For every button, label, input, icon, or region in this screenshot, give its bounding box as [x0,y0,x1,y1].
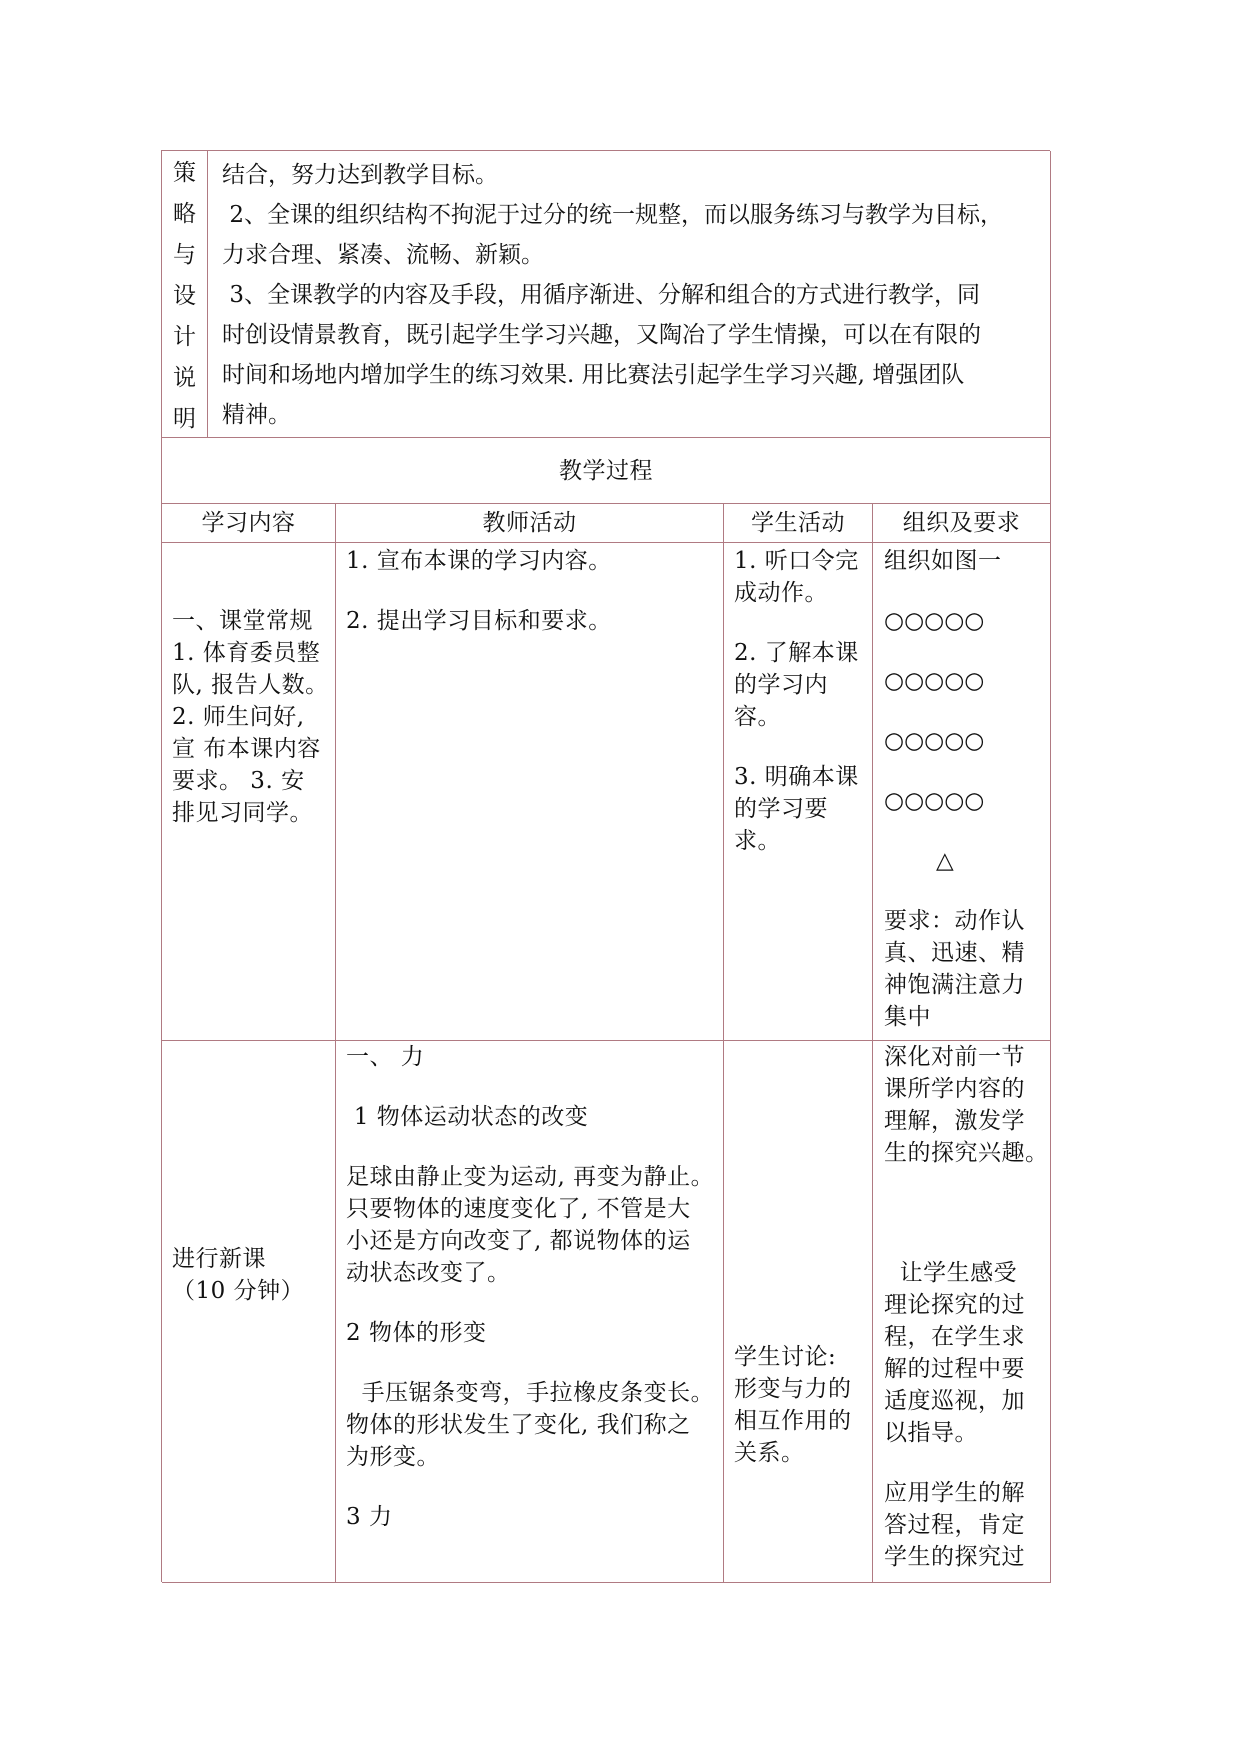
row2-student-cell [724,1041,873,1583]
formation-intro: 组织如图一 [884,548,1002,574]
strategy-line: 2、全课的组织结构不拘泥于过分的统一规整，而以服务练习与教学为目标， [222,202,1003,228]
header-content [162,504,336,543]
strategy-line: 精神。 [222,402,291,428]
requirement-line: 集中 [884,1004,931,1030]
row2-content-line: 进行新课 [172,1246,266,1272]
header-teacher-label: 教师活动 [482,510,577,536]
row2-org-line: 理论探究的过 [884,1292,1025,1318]
row1-student-line: 2. 了解本课 [734,640,859,666]
strategy-line: 时创设情景教育，既引起学生学习兴趣，又陶冶了学生情操，可以在有限的 [222,322,981,348]
row1-teacher-line: 2. 提出学习目标和要求。 [346,608,612,634]
row2-student-line: 相互作用的 [734,1408,852,1434]
teacher-para-line: 手压锯条变弯，手拉橡皮条变长。 [346,1380,715,1406]
subsection-heading: 2 物体的形变 [346,1320,487,1346]
row1-student-line: 成动作。 [734,580,828,606]
row2-org-line: 适度巡视，加 [884,1388,1025,1414]
row2-org-line: 深化对前一节 [884,1044,1025,1070]
row2-content-line: （10 分钟） [172,1278,305,1304]
header-organization [873,504,1051,543]
teacher-para-line: 动状态改变了。 [346,1260,511,1286]
requirement-line: 神饱满注意力 [884,972,1025,998]
subsection-heading: 3 力 [346,1504,393,1530]
row2-student-line: 形变与力的 [734,1376,852,1402]
row2-org-line: 学生的探究过 [884,1544,1025,1570]
row1-organization-cell [873,543,1051,1041]
row2-teacher-cell [336,1041,724,1583]
strategy-line: 时间和场地内增加学生的练习效果. 用比赛法引起学生学习兴趣, 增强团队 [222,362,965,388]
row1-content-line: 1. 体育委员整 [172,640,321,666]
teacher-para-line: 物体的形状发生了变化, 我们称之 [346,1412,691,1438]
strategy-label-char: 说 [173,365,196,391]
process-title: 教学过程 [559,458,653,484]
row2-org-line: 解的过程中要 [884,1356,1025,1382]
header-organization-label: 组织及要求 [902,510,1021,536]
requirement-line: 真、迅速、精 [884,940,1025,966]
strategy-text-cell [208,151,1051,438]
row2-organization-cell [873,1041,1051,1583]
row1-content-line: 排见习同学。 [172,800,313,826]
strategy-label-char: 与 [173,242,196,268]
strategy-line: 结合，努力达到教学目标。 [222,162,498,188]
row1-content-line: 要求。 3. 安 [172,768,305,794]
strategy-label-char: 明 [173,406,196,432]
teacher-para-line: 只要物体的速度变化了, 不管是大 [346,1196,691,1222]
row1-student-line: 1. 听口令完 [734,548,859,574]
row2-content-cell [162,1041,336,1583]
header-content-label: 学习内容 [201,510,296,536]
row1-student-line: 的学习要求。 [734,796,828,854]
section-heading: 一、 力 [346,1044,425,1070]
row2-org-line: 答过程，肯定 [884,1512,1025,1538]
row2-student-line: 学生讨论: [734,1344,837,1370]
process-title-cell [162,438,1051,504]
strategy-label-char: 略 [173,201,196,227]
strategy-label-char: 策 [173,160,196,186]
row2-org-line: 让学生感受 [884,1260,1018,1286]
row1-student-line: 3. 明确本课 [734,764,859,790]
row2-org-line: 以指导。 [884,1420,978,1446]
row1-teacher-line: 1. 宣布本课的学习内容。 [346,548,612,574]
strategy-label-char: 设 [173,283,196,309]
teacher-triangle-icon: △ [936,848,955,874]
row2-org-line: 生的探究兴趣。 [884,1140,1049,1166]
row1-content-line: 宣 布本课内容 [172,736,321,762]
row1-content-line: 一、课堂常规 [172,608,313,634]
row1-teacher-cell [336,543,724,1041]
row1-content-cell [162,543,336,1041]
strategy-label-cell [162,151,208,438]
formation-circle-row: ○○○○○ [884,788,985,814]
strategy-line: 3、全课教学的内容及手段，用循序渐进、分解和组合的方式进行教学，同 [222,282,980,308]
row2-org-line: 应用学生的解 [884,1480,1025,1506]
lesson-plan-table [161,150,1050,1582]
header-student-label: 学生活动 [751,510,845,536]
row2-org-line: 理解，激发学 [884,1108,1025,1134]
row2-student-line: 关系。 [734,1440,805,1466]
row2-org-line: 程，在学生求 [884,1324,1025,1350]
row1-student-line: 的学习内容。 [734,672,828,730]
row1-content-line: 队, 报告人数。 [172,672,329,698]
formation-circle-row: ○○○○○ [884,668,985,694]
row1-content-line: 2. 师生问好, [172,704,305,730]
requirement-line: 要求：动作认 [884,908,1025,934]
subsection-heading: 1 物体运动状态的改变 [346,1104,589,1130]
row1-student-cell [724,543,873,1041]
header-teacher [336,504,724,543]
teacher-para-line: 为形变。 [346,1444,440,1470]
strategy-label-char: 计 [173,324,196,350]
teacher-para-line: 小还是方向改变了, 都说物体的运 [346,1228,691,1254]
formation-circle-row: ○○○○○ [884,608,985,634]
teacher-para-line: 足球由静止变为运动, 再变为静止。 [346,1164,715,1190]
row2-org-line: 课所学内容的 [884,1076,1025,1102]
strategy-line: 力求合理、紧凑、流畅、新颖。 [222,242,544,268]
header-student [724,504,873,543]
formation-circle-row: ○○○○○ [884,728,985,754]
